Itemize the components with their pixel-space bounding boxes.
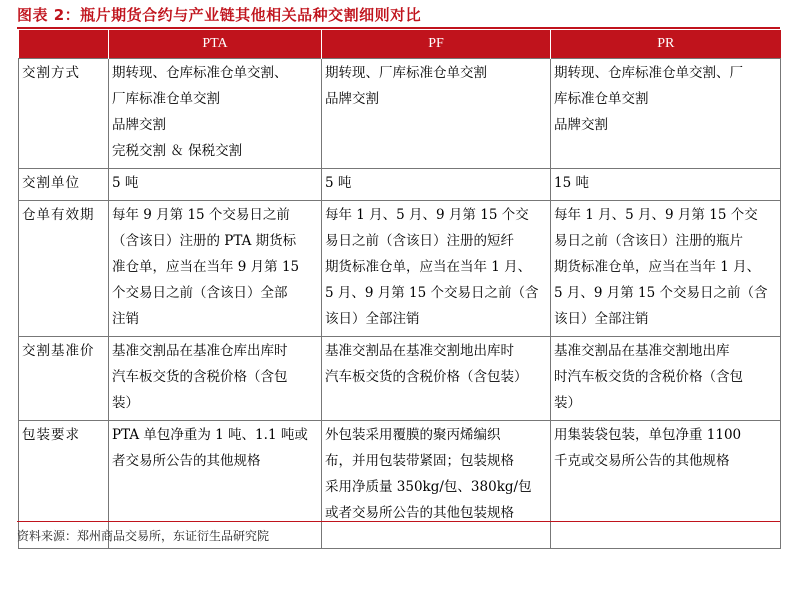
cell-line: 完税交割 ＆ 保税交割 <box>112 143 243 159</box>
title-rule <box>17 27 780 29</box>
cell-pf <box>322 201 551 337</box>
cell-pf <box>322 59 551 169</box>
cell-line: 基准交割品在基准仓库出库时 <box>112 343 288 359</box>
cell-line: 时汽车板交货的含税价格（含包 <box>554 369 743 385</box>
header-pta: PTA <box>109 30 322 59</box>
cell-line: 易日之前（含该日）注册的瓶片 <box>554 233 743 249</box>
cell-line: 布，并用包装带紧固；包装规格 <box>325 453 514 469</box>
table-row <box>19 337 781 421</box>
cell-line: 基准交割品在基准交割地出库 <box>554 343 730 359</box>
table-row <box>19 59 781 169</box>
cell-line: 品牌交割 <box>112 117 166 133</box>
row-header: 包装要求 <box>19 421 109 549</box>
cell-line: PTA 单包净重为 1 吨、1.1 吨或 <box>112 427 308 443</box>
cell-line: 汽车板交货的含税价格（含包装） <box>325 369 528 385</box>
bottom-rule <box>17 521 780 522</box>
cell-line: 库标准仓单交割 <box>554 91 649 107</box>
cell-line: 基准交割品在基准交割地出库时 <box>325 343 514 359</box>
table-row <box>19 169 781 201</box>
cell-line: 汽车板交货的含税价格（含包 <box>112 369 288 385</box>
cell-pr <box>551 169 781 201</box>
cell-line: 5 吨 <box>112 175 139 191</box>
cell-line: 每年 1 月、5 月、9 月第 15 个交 <box>554 207 758 223</box>
cell-line: 装） <box>112 395 139 411</box>
row-header: 交割单位 <box>19 169 109 201</box>
cell-pf <box>322 421 551 549</box>
cell-pr <box>551 59 781 169</box>
cell-line: 者交易所公告的其他规格 <box>112 453 261 469</box>
cell-line: 装） <box>554 395 581 411</box>
cell-pta <box>109 201 322 337</box>
cell-line: 该日）全部注销 <box>325 311 420 327</box>
cell-line: 5 月、9 月第 15 个交易日之前（含 <box>554 285 768 301</box>
row-header: 仓单有效期 <box>19 201 109 337</box>
cell-line: 期转现、仓库标准仓单交割、 <box>112 65 288 81</box>
cell-line: 品牌交割 <box>325 91 379 107</box>
cell-line: 千克或交易所公告的其他规格 <box>554 453 730 469</box>
table-row <box>19 201 781 337</box>
cell-line: 期转现、厂库标准仓单交割 <box>325 65 487 81</box>
cell-pr <box>551 337 781 421</box>
cell-pr <box>551 421 781 549</box>
cell-line: 期货标准仓单，应当在当年 1 月、 <box>325 259 532 275</box>
cell-line: 易日之前（含该日）注册的短纤 <box>325 233 514 249</box>
cell-pta <box>109 337 322 421</box>
cell-line: （含该日）注册的 PTA 期货标 <box>112 233 297 249</box>
cell-line: 期货标准仓单，应当在当年 1 月、 <box>554 259 761 275</box>
cell-pr <box>551 201 781 337</box>
cell-line: 每年 9 月第 15 个交易日之前 <box>112 207 290 223</box>
figure-title: 图表 2：瓶片期货合约与产业链其他相关品种交割细则对比 <box>17 6 422 24</box>
table-header-row <box>19 30 781 59</box>
cell-pta <box>109 169 322 201</box>
cell-line: 每年 1 月、5 月、9 月第 15 个交 <box>325 207 529 223</box>
cell-line: 期转现、仓库标准仓单交割、厂 <box>554 65 743 81</box>
comparison-table <box>18 30 781 549</box>
cell-line: 厂库标准仓单交割 <box>112 91 220 107</box>
header-pr: PR <box>551 30 781 59</box>
cell-line: 或者交易所公告的其他包装规格 <box>325 505 514 521</box>
cell-pta <box>109 59 322 169</box>
cell-pf <box>322 169 551 201</box>
cell-line: 品牌交割 <box>554 117 608 133</box>
cell-pf <box>322 337 551 421</box>
row-header: 交割方式 <box>19 59 109 169</box>
header-pf: PF <box>322 30 551 59</box>
cell-line: 采用净质量 350kg/包、380kg/包 <box>325 479 532 495</box>
cell-line: 外包装采用覆膜的聚丙烯编织 <box>325 427 501 443</box>
header-corner <box>19 30 109 59</box>
cell-line: 该日）全部注销 <box>554 311 649 327</box>
cell-line: 注销 <box>112 311 139 327</box>
cell-line: 15 吨 <box>554 175 589 191</box>
row-header: 交割基准价 <box>19 337 109 421</box>
cell-line: 5 吨 <box>325 175 352 191</box>
source-note: 资料来源：郑州商品交易所，东证衍生品研究院 <box>17 529 270 543</box>
cell-line: 个交易日之前（含该日）全部 <box>112 285 288 301</box>
cell-line: 准仓单，应当在当年 9 月第 15 <box>112 259 300 275</box>
cell-line: 5 月、9 月第 15 个交易日之前（含 <box>325 285 539 301</box>
cell-line: 用集装袋包装，单包净重 1100 <box>554 427 742 443</box>
